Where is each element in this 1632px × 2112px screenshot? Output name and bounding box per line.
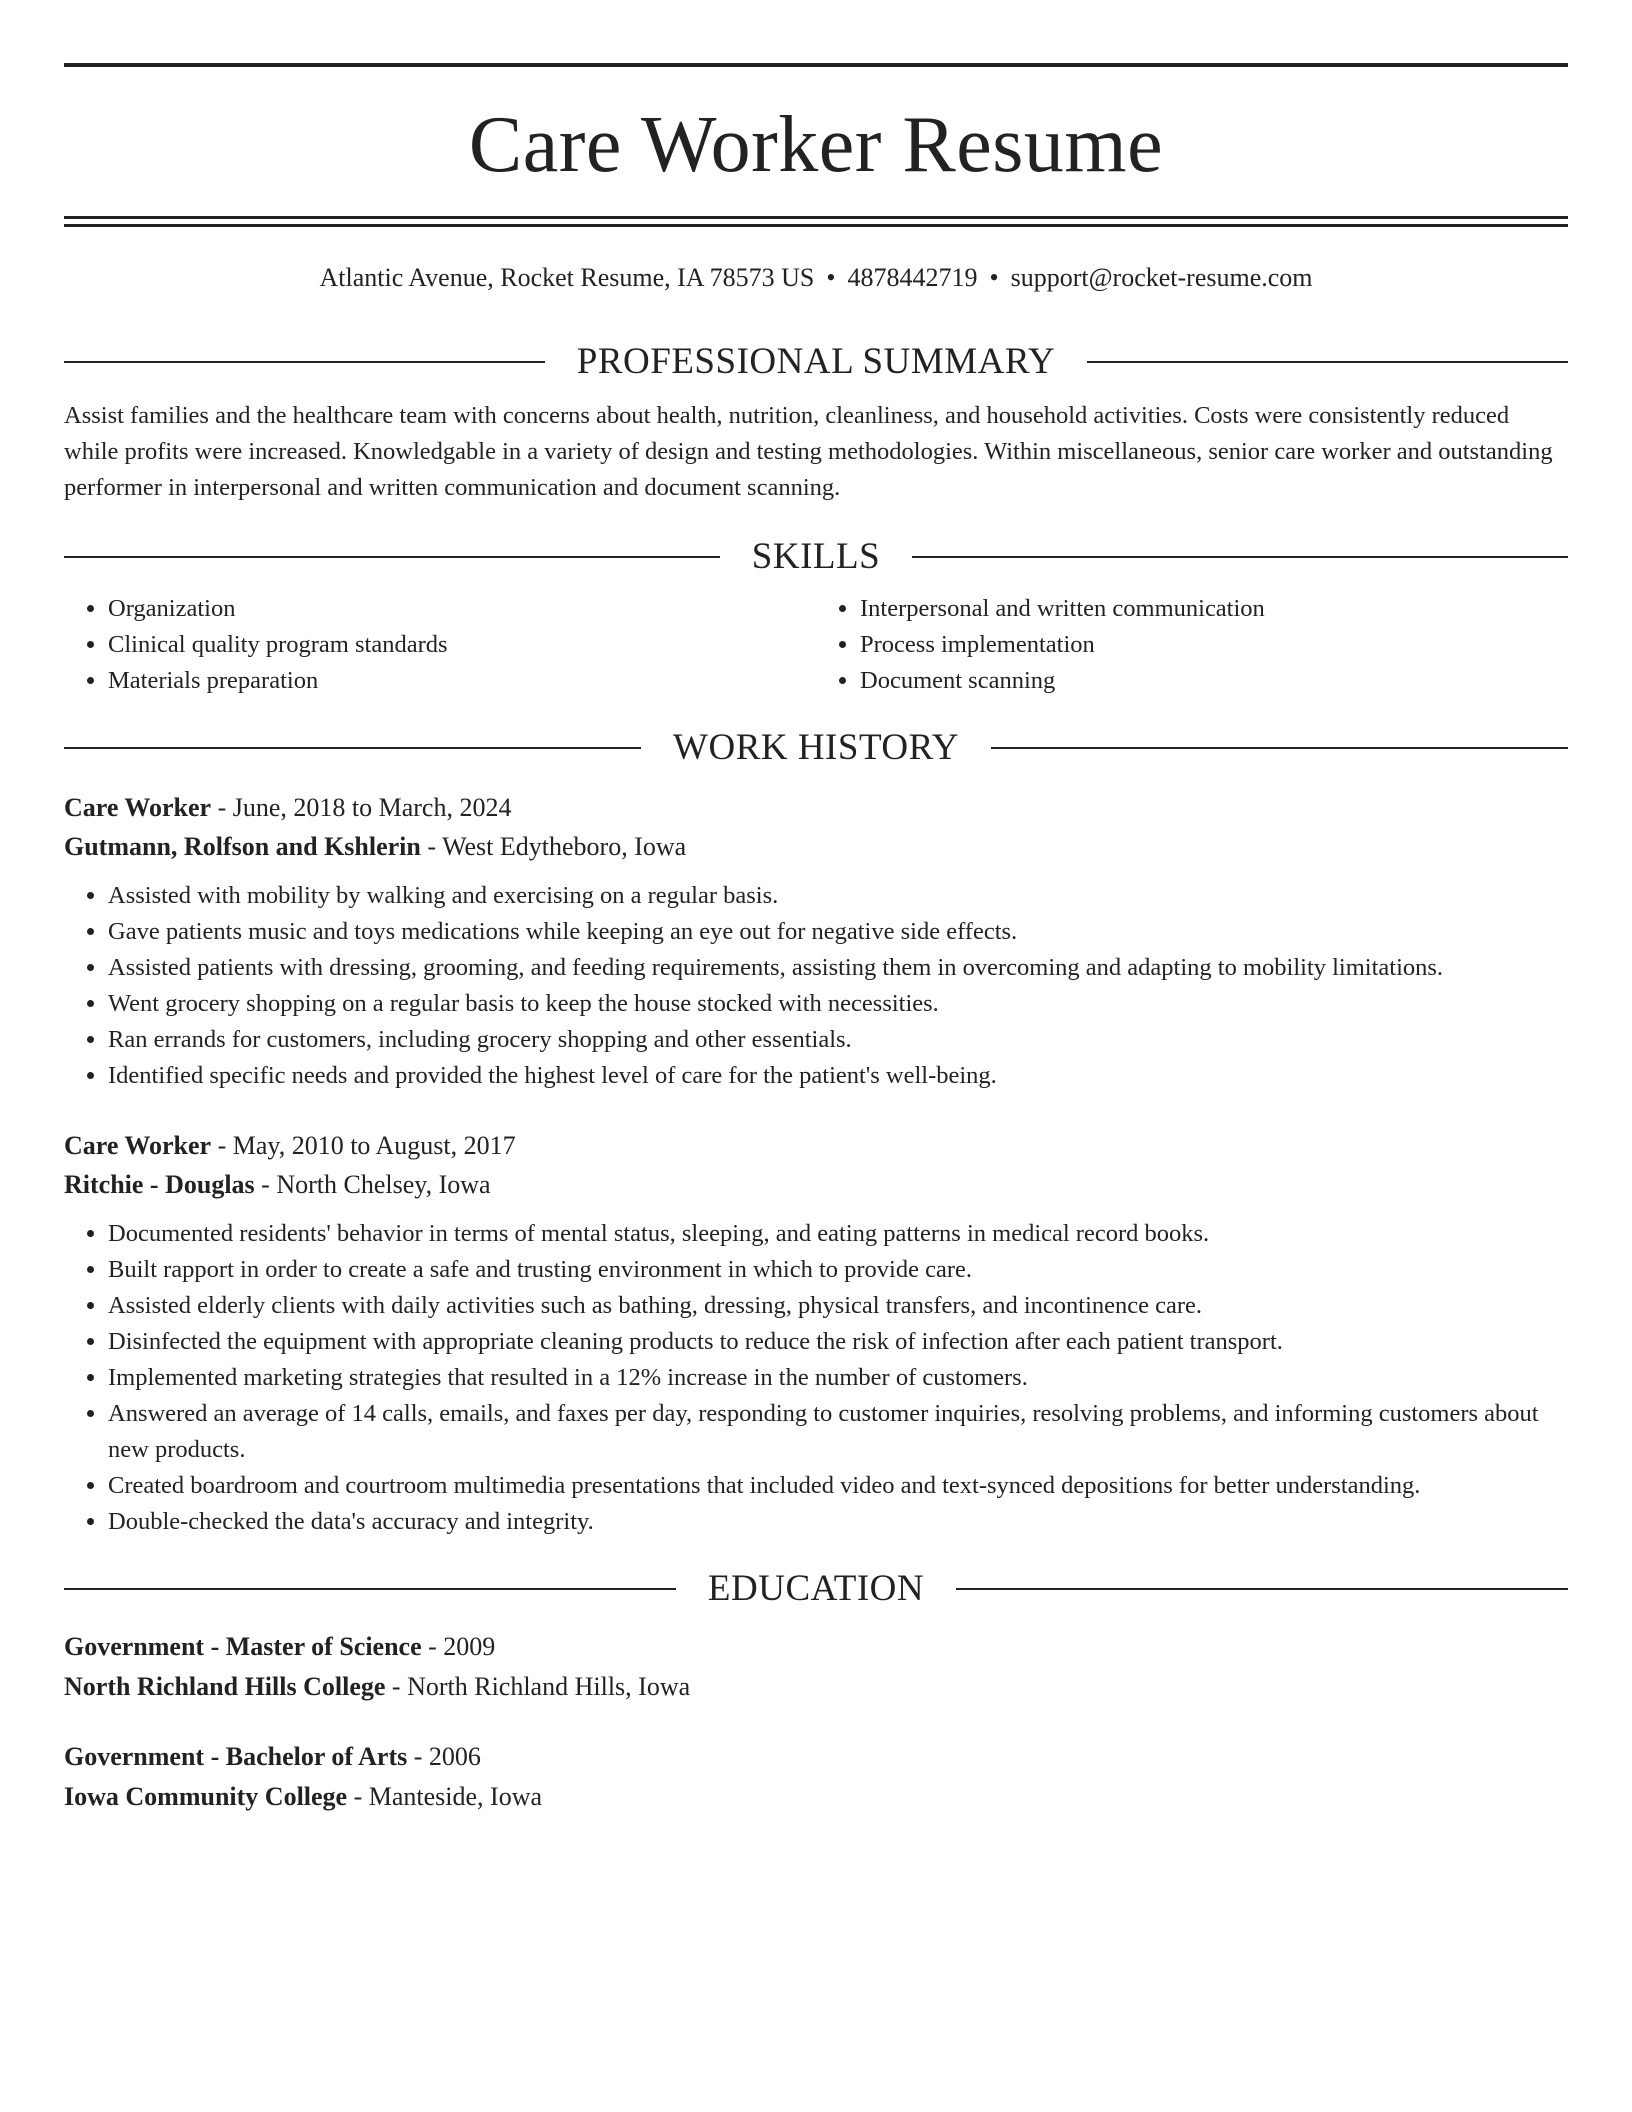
education-degree: Government - Bachelor of Arts bbox=[64, 1742, 408, 1772]
education-degree-line bbox=[64, 1627, 1568, 1667]
education-entry bbox=[64, 1627, 1568, 1707]
job-duties bbox=[64, 878, 1568, 1094]
section-heading-skills bbox=[64, 536, 1568, 578]
job-duty: • Identified specific needs and provided the highest level of care for the patient's well-being. bbox=[108, 1058, 1568, 1094]
skills-column-right bbox=[816, 591, 1568, 699]
job-duty: • Assisted elderly clients with daily activities such as bathing, dressing, physical transfers, and incontinence care. bbox=[108, 1288, 1568, 1324]
section-heading-summary bbox=[64, 341, 1568, 383]
section-heading-education bbox=[64, 1568, 1568, 1610]
contact-phone: 4878442719 bbox=[847, 263, 978, 292]
skill-item: • Interpersonal and written communication bbox=[860, 591, 1568, 627]
job-duty: • Implemented marketing strategies that resulted in a 12% increase in the number of customers. bbox=[108, 1360, 1568, 1396]
contact-email: support@rocket-resume.com bbox=[1010, 263, 1313, 292]
heading-rule bbox=[64, 361, 545, 363]
job-title: Care Worker bbox=[64, 793, 212, 823]
contact-separator: • bbox=[989, 263, 999, 292]
top-rule bbox=[64, 63, 1568, 67]
section-title: EDUCATION bbox=[707, 1568, 925, 1610]
title-double-rule bbox=[64, 216, 1568, 227]
job-company: Gutmann, Rolfson and Kshlerin bbox=[64, 832, 421, 862]
job-location: - West Edytheboro, Iowa bbox=[420, 832, 687, 862]
job-location: - North Chelsey, Iowa bbox=[254, 1170, 491, 1200]
job-duty: • Double-checked the data's accuracy and integrity. bbox=[108, 1504, 1568, 1540]
section-title: SKILLS bbox=[751, 536, 881, 578]
section-heading-work bbox=[64, 727, 1568, 769]
job-title-line bbox=[64, 788, 1568, 827]
education-year: - 2009 bbox=[421, 1632, 496, 1662]
job-duty: • Assisted patients with dressing, grooming, and feeding requirements, assisting them in overcoming and adapting to mobility limitations. bbox=[108, 950, 1568, 986]
contact-address: Atlantic Avenue, Rocket Resume, IA 78573 US bbox=[319, 263, 815, 292]
education-school-line bbox=[64, 1777, 1568, 1817]
education-location: - North Richland Hills, Iowa bbox=[385, 1672, 691, 1702]
education-school-line bbox=[64, 1667, 1568, 1707]
skill-item: • Document scanning bbox=[860, 663, 1568, 699]
job-company-line bbox=[64, 1165, 1568, 1204]
heading-rule bbox=[64, 747, 641, 749]
job-duty: • Disinfected the equipment with appropriate cleaning products to reduce the risk of infection after each patient transport. bbox=[108, 1324, 1568, 1360]
job-duty: • Documented residents' behavior in terms of mental status, sleeping, and eating patterns in medical record books. bbox=[108, 1216, 1568, 1252]
education-school: Iowa Community College bbox=[64, 1782, 348, 1812]
education-degree-line bbox=[64, 1737, 1568, 1777]
section-title: WORK HISTORY bbox=[673, 727, 959, 769]
job-duty: • Answered an average of 14 calls, emails, and faxes per day, responding to customer inquiries, resolving problems, and informing customers about new products. bbox=[108, 1396, 1568, 1468]
heading-rule bbox=[956, 1588, 1568, 1590]
heading-rule bbox=[64, 556, 720, 558]
contact-separator: • bbox=[826, 263, 836, 292]
job-company-line bbox=[64, 827, 1568, 866]
skill-item: • Materials preparation bbox=[108, 663, 816, 699]
job-entry bbox=[64, 788, 1568, 1094]
job-duties bbox=[64, 1216, 1568, 1540]
skill-item: • Process implementation bbox=[860, 627, 1568, 663]
skill-item: • Organization bbox=[108, 591, 816, 627]
section-title: PROFESSIONAL SUMMARY bbox=[576, 341, 1056, 383]
job-company: Ritchie - Douglas bbox=[64, 1170, 255, 1200]
job-duty: • Ran errands for customers, including grocery shopping and other essentials. bbox=[108, 1022, 1568, 1058]
contact-line bbox=[64, 262, 1568, 293]
job-title-line bbox=[64, 1126, 1568, 1165]
education-school: North Richland Hills College bbox=[64, 1672, 386, 1702]
heading-rule bbox=[64, 1588, 676, 1590]
job-duty: • Assisted with mobility by walking and exercising on a regular basis. bbox=[108, 878, 1568, 914]
job-duty: • Created boardroom and courtroom multimedia presentations that included video and text-synced depositions for better understanding. bbox=[108, 1468, 1568, 1504]
summary-text: Assist families and the healthcare team with concerns about health, nutrition, cleanliness, and household activities. Costs were consistently reduced while profits were increased. Knowledgable in a variety of design and testing methodologies. Within miscellaneous, senior care worker and outstanding performer in interpersonal and written communication and document scanning. bbox=[64, 402, 1553, 502]
job-duty: • Gave patients music and toys medications while keeping an eye out for negative side effects. bbox=[108, 914, 1568, 950]
job-entry bbox=[64, 1126, 1568, 1540]
resume-title: Care Worker Resume bbox=[468, 101, 1164, 189]
skill-item: • Clinical quality program standards bbox=[108, 627, 816, 663]
heading-rule bbox=[991, 747, 1568, 749]
job-duty: • Built rapport in order to create a safe and trusting environment in which to provide care. bbox=[108, 1252, 1568, 1288]
job-dates: - June, 2018 to March, 2024 bbox=[211, 793, 512, 823]
job-dates: - May, 2010 to August, 2017 bbox=[211, 1131, 516, 1161]
education-degree: Government - Master of Science bbox=[64, 1632, 422, 1662]
skills-column-left bbox=[64, 591, 816, 699]
education-location: - Manteside, Iowa bbox=[347, 1782, 543, 1812]
job-title: Care Worker bbox=[64, 1131, 212, 1161]
education-entry bbox=[64, 1737, 1568, 1817]
heading-rule bbox=[912, 556, 1568, 558]
heading-rule bbox=[1087, 361, 1568, 363]
job-duty: • Went grocery shopping on a regular basis to keep the house stocked with necessities. bbox=[108, 986, 1568, 1022]
skills-list bbox=[64, 591, 1568, 699]
education-year: - 2006 bbox=[407, 1742, 481, 1772]
